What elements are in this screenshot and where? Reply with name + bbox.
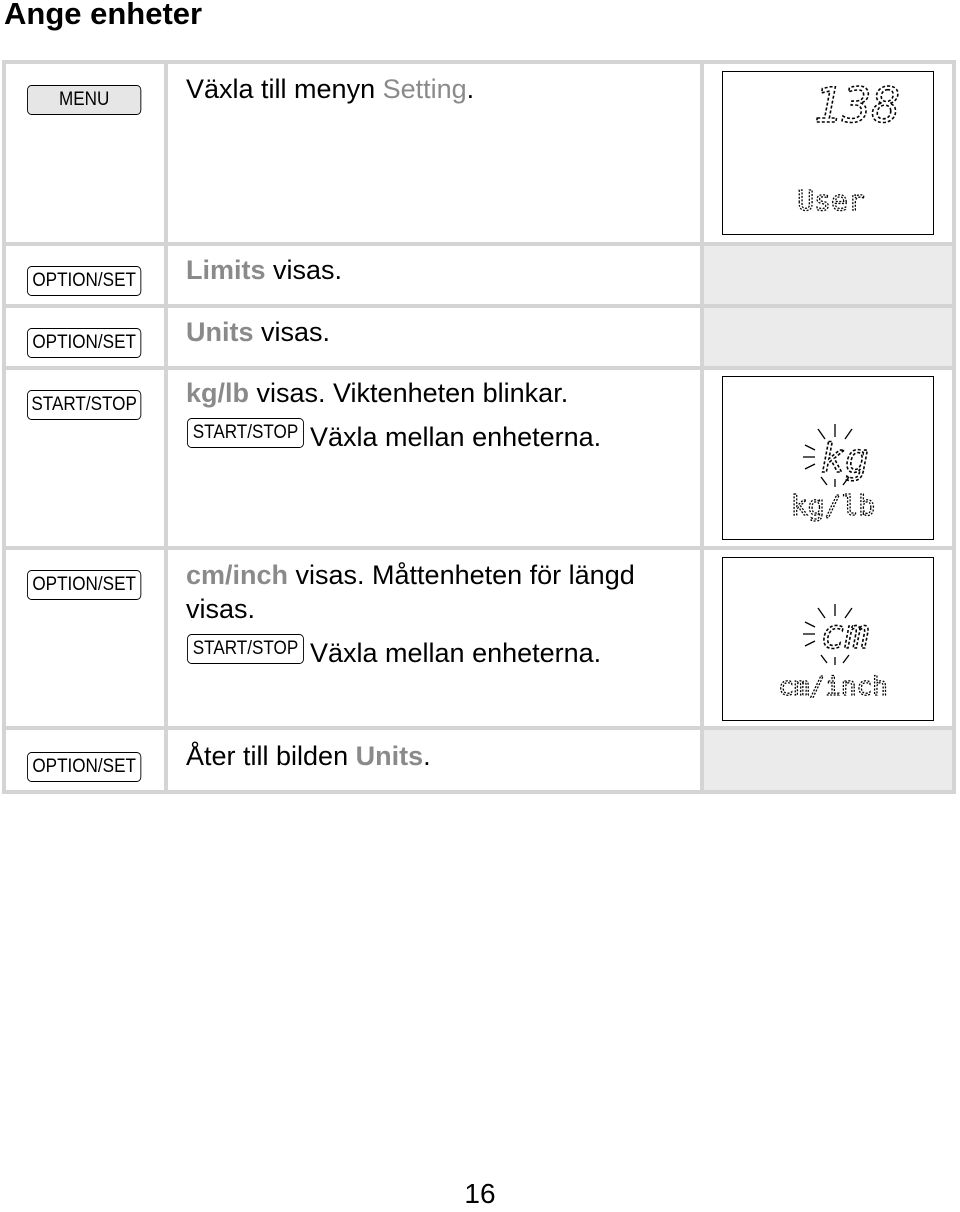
unit-name: kg/lb xyxy=(186,378,250,408)
lcd-label: User xyxy=(797,184,865,217)
instruction-text: Units visas. xyxy=(186,317,331,347)
menu-key[interactable]: MENU xyxy=(27,85,141,115)
instruction-text: Växla till menyn Setting. xyxy=(186,74,475,104)
lcd-user-graphic xyxy=(723,72,933,234)
lcd-display-user xyxy=(722,71,934,235)
instruction-subtext: Växla mellan enheterna. xyxy=(310,422,602,452)
instruction-subtext: Växla mellan enheterna. xyxy=(310,638,602,668)
empty-display-cell xyxy=(704,730,952,790)
unit-name: cm/inch xyxy=(186,560,289,590)
lcd-display-length xyxy=(722,557,934,721)
menu-item-name: Units xyxy=(355,741,424,771)
menu-name: Setting xyxy=(382,74,467,104)
lcd-weight-graphic xyxy=(723,377,933,539)
lcd-digits: cm xyxy=(820,612,870,658)
start-stop-key[interactable]: START/STOP xyxy=(27,390,141,420)
option-set-key[interactable]: OPTION/SET xyxy=(27,266,141,296)
lcd-display-weight xyxy=(722,376,934,540)
menu-item-name: Limits xyxy=(186,255,266,285)
lcd-length-graphic xyxy=(723,558,933,720)
instruction-text: cm/inch visas. Måttenheten för längd xyxy=(186,560,635,590)
instruction-text: kg/lb visas. Viktenheten blinkar. xyxy=(186,378,569,408)
option-set-key[interactable]: OPTION/SET xyxy=(27,752,141,782)
option-set-key[interactable]: OPTION/SET xyxy=(27,328,141,358)
page-title: Ange enheter xyxy=(4,0,203,31)
empty-display-cell xyxy=(704,246,952,304)
instruction-text: Limits visas. xyxy=(186,255,343,285)
instruction-text: Åter till bilden Units. xyxy=(186,741,431,771)
lcd-digits: kg xyxy=(820,436,870,482)
lcd-label: kg/lb xyxy=(790,489,876,522)
lcd-label: cm/inch xyxy=(778,672,888,702)
menu-item-name: Units xyxy=(186,317,254,347)
option-set-key[interactable]: OPTION/SET xyxy=(27,570,141,600)
start-stop-key-inline[interactable]: START/STOP xyxy=(187,418,304,448)
lcd-digits: 138 xyxy=(813,78,901,134)
instruction-text-line2: visas. xyxy=(186,594,256,624)
start-stop-key-inline[interactable]: START/STOP xyxy=(187,634,304,664)
page-number: 16 xyxy=(464,1178,496,1209)
empty-display-cell xyxy=(704,308,952,366)
